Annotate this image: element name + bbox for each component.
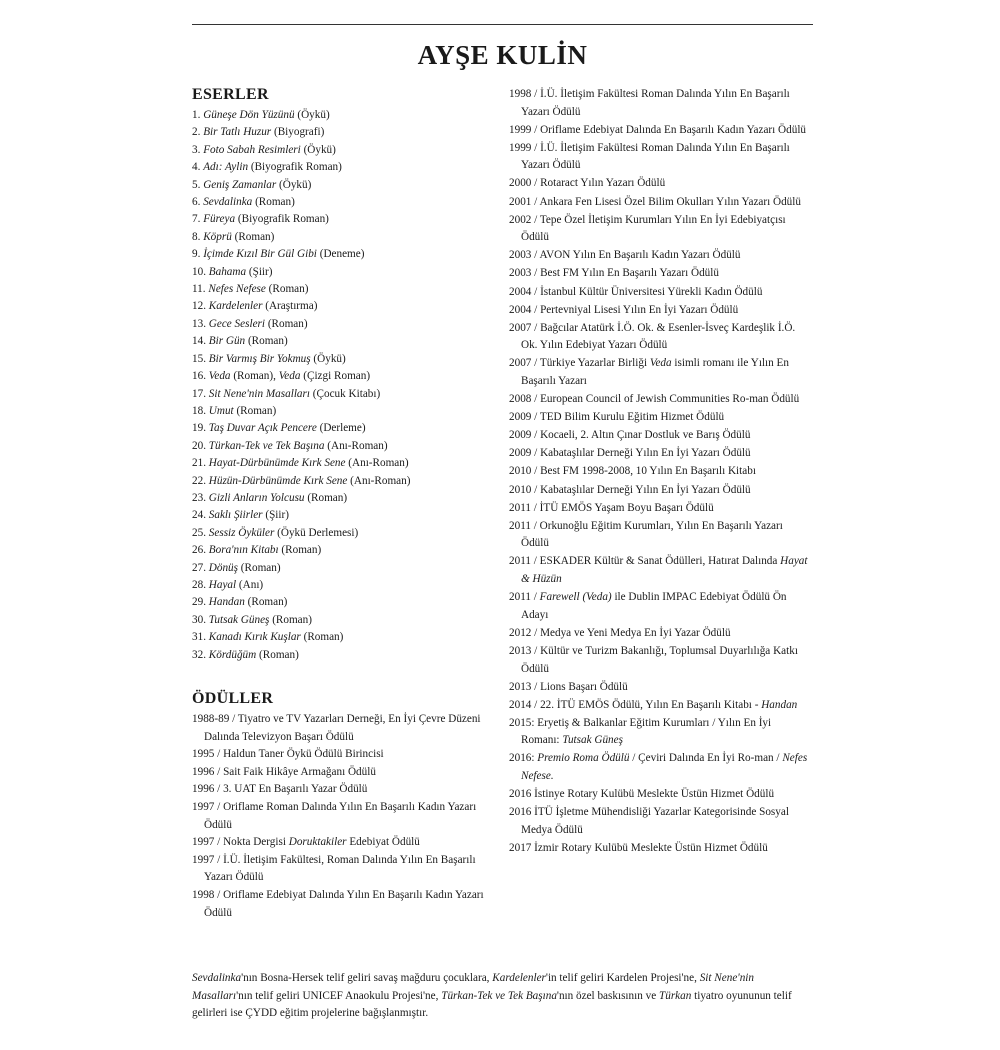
award-work-title: Tutsak Güneş (562, 734, 623, 747)
award-work-title: Veda (649, 357, 672, 370)
work-number: 26. (192, 544, 206, 557)
work-type: (Öykü) (303, 143, 336, 156)
work-item (192, 438, 497, 455)
work-title: Gizli Anların Yolcusu (208, 491, 305, 504)
award-text: 2011 / Orkunoğlu Eğitim Kurumları, Yılın En Başarılı Yazarı Ödülü (509, 519, 783, 550)
award-text: 2011 / İTÜ EMÖS Yaşam Boyu Başarı Ödülü (509, 501, 714, 514)
work-title: Güneşe Dön Yüzünü (203, 109, 295, 121)
award-item (509, 355, 809, 390)
work-number: 7. (192, 213, 201, 226)
work-title: Bir Gün (208, 335, 246, 348)
work-number: 25. (192, 526, 206, 539)
work-type: (Öykü) (279, 178, 312, 191)
work-title: Kanadı Kırık Kuşlar (208, 631, 301, 644)
award-item (509, 643, 809, 678)
work-type: (Öykü) (297, 109, 330, 121)
work-type: (Roman) (236, 404, 277, 417)
work-number: 31. (192, 631, 206, 644)
work-number: 19. (192, 422, 206, 435)
awards-list-left (192, 711, 497, 922)
left-column (192, 86, 497, 922)
footnote-text: 'in telif geliri Kardelen Projesi'ne, (545, 972, 700, 984)
award-item (509, 86, 809, 121)
work-type: (Roman) (303, 631, 344, 644)
award-item (192, 887, 497, 922)
work-item (192, 368, 497, 385)
award-text: / Çeviri Dalında En İyi Ro-man / (629, 752, 783, 765)
work-type: (Roman) (247, 596, 288, 609)
work-type: (Anı) (238, 578, 264, 591)
awards-list-right (509, 86, 809, 858)
award-text: 2011 / ESKADER Kültür & Sanat Ödülleri, Hatırat Dalında (509, 555, 781, 568)
award-item (509, 247, 809, 265)
work-type: (Derleme) (319, 422, 366, 435)
award-text: 2007 / Türkiye Yazarlar Birliği (509, 357, 650, 370)
work-number: 21. (192, 457, 206, 470)
work-item (192, 107, 497, 124)
award-text: 2008 / European Council of Jewish Communities Ro-man Ödülü (509, 393, 800, 406)
work-type: (Şiir) (248, 265, 273, 278)
award-item (509, 750, 809, 785)
award-item (192, 852, 497, 887)
award-item (509, 679, 809, 697)
work-type: (Roman), (233, 370, 276, 383)
award-text: 2009 / TED Bilim Kurulu Eğitim Hizmet Ödülü (509, 411, 725, 424)
work-title: Türkan-Tek ve Tek Başına (208, 439, 325, 452)
award-text: 2014 / 22. İTÜ EMÖS Ödülü, Yılın En Başarılı Kitabı - (509, 698, 762, 711)
award-text: 2003 / AVON Yılın En Başarılı Kadın Yazarı Ödülü (509, 249, 741, 262)
award-text: 2004 / İstanbul Kültür Üniversitesi Yürekli Kadın Ödülü (509, 285, 763, 298)
work-number: 14. (192, 335, 206, 348)
award-text: 2003 / Best FM Yılın En Başarılı Yazarı Ödülü (509, 267, 719, 280)
awards-heading: ÖDÜLLER (192, 690, 274, 707)
work-type: (Biyografik Roman) (237, 213, 329, 226)
work-type: (Roman) (240, 561, 281, 574)
award-work-title: Handan (761, 698, 798, 711)
award-item (509, 175, 809, 193)
award-item (192, 746, 497, 764)
award-item (509, 445, 809, 463)
work-title: Taş Duvar Açık Pencere (208, 422, 317, 435)
work-title: Bora'nın Kitabı (208, 544, 279, 557)
work-number: 2. (192, 126, 201, 139)
award-item (192, 799, 497, 834)
award-item (192, 781, 497, 799)
work-number: 8. (192, 230, 201, 243)
award-text: 1997 / İ.Ü. İletişim Fakültesi, Roman Dalında Yılın En Başarılı Yazarı Ödülü (192, 853, 476, 884)
award-item (509, 194, 809, 212)
award-text: 1998 / İ.Ü. İletişim Fakültesi Roman Dalında Yılın En Başarılı Yazarı Ödülü (509, 88, 790, 118)
work-type: (Roman) (255, 196, 295, 209)
work-item (192, 612, 497, 629)
work-number: 18. (192, 404, 206, 417)
award-text: Edebiyat Ödülü (346, 836, 420, 849)
work-title: Umut (208, 404, 234, 417)
footnote-title: Sevdalinka (192, 972, 242, 984)
work-item (192, 333, 497, 350)
work-item (192, 455, 497, 472)
work-title: Saklı Şiirler (208, 509, 263, 522)
award-text: 1996 / 3. UAT En Başarılı Yazar Ödülü (192, 783, 368, 796)
award-work-title: Farewell (Veda) (539, 591, 612, 604)
work-number: 24. (192, 509, 206, 522)
award-item (192, 764, 497, 782)
award-item (509, 589, 809, 624)
award-item (509, 409, 809, 427)
footnote-title: Kardelenler (492, 972, 546, 984)
work-title: Veda (208, 370, 231, 383)
award-text: 2000 / Rotaract Yılın Yazarı Ödülü (509, 177, 666, 190)
award-item (509, 840, 809, 858)
award-text: 2007 / Bağcılar Atatürk İ.Ö. Ok. & Esenler-İsveç Kardeşlik İ.Ö. Ok. Yılın Edebiyat Yazarı Ödülü (509, 321, 796, 352)
work-title: Kardelenler (208, 300, 263, 313)
work-title: Sessiz Öyküler (208, 526, 275, 539)
work-type: (Deneme) (319, 248, 365, 261)
work-item (192, 542, 497, 559)
work-type: (Roman) (268, 283, 309, 296)
work-item (192, 281, 497, 298)
work-item (192, 159, 497, 176)
work-title: Adı: Aylin (203, 161, 249, 174)
award-item (509, 697, 809, 715)
award-text: 2010 / Kabataşlılar Derneği Yılın En İyi Yazarı Ödülü (509, 483, 751, 496)
footnote-text: tiyatro oyununun telif gelirleri ise ÇYDD eğitim projelerine bağışlanmıştır. (192, 989, 792, 1020)
award-text: 2009 / Kocaeli, 2. Altın Çınar Dostluk ve Barış Ödülü (509, 429, 751, 442)
work-title: Geniş Zamanlar (203, 178, 277, 191)
award-item (509, 463, 809, 481)
work-item (192, 316, 497, 333)
award-text: 1999 / İ.Ü. İletişim Fakültesi Roman Dalında Yılın En Başarılı Yazarı Ödülü (509, 141, 790, 172)
work-type: (Biyografi) (273, 126, 325, 139)
award-text: 2013 / Kültür ve Turizm Bakanlığı, Toplumsal Duyarlılığa Katkı Ödülü (509, 644, 798, 675)
award-text: isimli romanı ile Yılın En Başarılı Yazarı (521, 357, 789, 387)
award-item (509, 320, 809, 355)
award-text: 2002 / Tepe Özel İletişim Kurumları Yılın En İyi Edebiyatçısı Ödülü (509, 213, 786, 244)
work-number: 16. (192, 370, 206, 383)
top-rule (192, 24, 813, 25)
work-item (192, 473, 497, 490)
award-item (509, 500, 809, 518)
work-number: 3. (192, 143, 201, 156)
work-type: (Roman) (281, 544, 322, 557)
work-item (192, 525, 497, 542)
award-item (509, 284, 809, 302)
work-title: Handan (208, 596, 245, 609)
work-title: İçimde Kızıl Bir Gül Gibi (203, 248, 317, 261)
footnote-title: Türkan (659, 989, 692, 1002)
page-title: AYŞE KULİN (417, 40, 588, 70)
footnote-text: 'nın telif geliri UNICEF Anaokulu Projesi'ne, (236, 989, 442, 1002)
work-number: 29. (192, 596, 206, 609)
award-text: 1995 / Haldun Taner Öykü Ödülü Birincisi (192, 748, 384, 761)
work-item (192, 177, 497, 194)
award-work-title: Premio Roma Ödülü (537, 752, 630, 765)
work-number: 6. (192, 196, 201, 209)
work-item (192, 577, 497, 594)
work-type: (Anı-Roman) (327, 439, 388, 452)
work-type: (Biyografik Roman) (250, 161, 342, 174)
footnote-text: 'nın Bosna-Hersek telif geliri savaş mağduru çocuklara, (241, 972, 493, 984)
award-item (509, 212, 809, 247)
work-type: (Anı-Roman) (348, 457, 409, 470)
award-text: 1997 / Nokta Dergisi (192, 836, 289, 849)
work-number: 15. (192, 352, 206, 365)
work-number: 28. (192, 578, 206, 591)
footnote-text: 'nın özel baskısının ve (556, 989, 659, 1002)
work-type: (Öykü) (313, 352, 346, 365)
work-item (192, 594, 497, 611)
footnote (192, 970, 814, 1023)
award-text: 2013 / Lions Başarı Ödülü (509, 680, 628, 693)
award-text: 2001 / Ankara Fen Lisesi Özel Bilim Okulları Yılın Yazarı Ödülü (509, 195, 801, 208)
work-title: Dönüş (208, 561, 238, 574)
award-item (509, 302, 809, 320)
work-item (192, 194, 497, 211)
work-title: Gece Sesleri (208, 317, 266, 330)
work-type: (Roman) (259, 648, 299, 661)
work-item (192, 560, 497, 577)
work-title: Bir Tatlı Huzur (203, 126, 272, 139)
award-text: 2016 İstinye Rotary Kulübü Meslekte Üstün Hizmet Ödülü (509, 788, 775, 801)
award-text: 2004 / Pertevniyal Lisesi Yılın En İyi Yazarı Ödülü (509, 303, 739, 316)
work-type: (Öykü Derlemesi) (277, 526, 359, 539)
work-type: (Roman) (307, 491, 348, 504)
award-item (509, 715, 809, 750)
award-text: 1988-89 / Tiyatro ve TV Yazarları Derneği, En İyi Çevre Düzeni Dalında Televizyon Başarı Ödülü (192, 713, 481, 743)
work-item (192, 386, 497, 403)
work-number: 17. (192, 387, 206, 400)
award-text: 1997 / Oriflame Roman Dalında Yılın En Başarılı Kadın Yazarı Ödülü (192, 800, 477, 831)
works-list (192, 107, 497, 664)
work-item (192, 229, 497, 246)
award-item (192, 834, 497, 852)
award-text: 2010 / Best FM 1998-2008, 10 Yılın En Başarılı Kitabı (509, 465, 756, 478)
award-work-title: Nefes Nefese. (521, 752, 808, 783)
work-title: Füreya (203, 213, 236, 226)
work-item (192, 403, 497, 420)
work-number: 9. (192, 248, 201, 261)
work-title: Nefes Nefese (208, 283, 266, 296)
award-text: 2017 İzmir Rotary Kulübü Meslekte Üstün Hizmet Ödülü (509, 841, 768, 854)
award-text: 2009 / Kabataşlılar Derneği Yılın En İyi Yazarı Ödülü (509, 447, 751, 460)
work-type: (Çizgi Roman) (303, 370, 371, 383)
work-title: Veda (278, 370, 301, 383)
award-work-title: Hayat & Hüzün (521, 555, 808, 586)
work-type: (Roman) (267, 317, 308, 330)
work-title: Hüzün-Dürbünümde Kırk Sene (208, 474, 348, 487)
work-item (192, 351, 497, 368)
work-title: Tutsak Güneş (208, 613, 270, 626)
work-number: 30. (192, 613, 206, 626)
award-item (192, 711, 497, 746)
work-title: Hayat-Dürbünümde Kırk Sene (208, 457, 346, 470)
work-title: Köprü (203, 230, 232, 243)
award-item (509, 427, 809, 445)
award-item (509, 625, 809, 643)
work-number: 5. (192, 178, 201, 191)
work-item (192, 246, 497, 263)
work-type: (Anı-Roman) (350, 474, 411, 487)
work-item (192, 490, 497, 507)
work-item (192, 142, 497, 159)
award-text: 2016 İTÜ İşletme Mühendisliği Yazarlar Kategorisinde Sosyal Medya Ödülü (509, 806, 789, 836)
work-number: 13. (192, 317, 206, 330)
work-title: Bir Varmış Bir Yokmuş (208, 352, 311, 365)
work-type: (Roman) (247, 335, 288, 348)
work-number: 12. (192, 300, 206, 313)
award-item (509, 391, 809, 409)
award-item (509, 122, 809, 140)
award-item (509, 140, 809, 175)
work-title: Hayal (208, 578, 237, 591)
award-text: 2012 / Medya ve Yeni Medya En İyi Yazar Ödülü (509, 626, 731, 639)
work-number: 22. (192, 474, 206, 487)
work-number: 32. (192, 648, 206, 661)
work-item (192, 507, 497, 524)
work-number: 10. (192, 265, 206, 278)
work-type: (Araştırma) (265, 300, 318, 313)
award-text: 2015: Eryetiş & Balkanlar Eğitim Kurumları / Yılın En İyi Romanı: (509, 716, 772, 747)
work-item (192, 298, 497, 315)
work-type: (Şiir) (265, 509, 289, 522)
award-text: 1998 / Oriflame Edebiyat Dalında Yılın En Başarılı Kadın Yazarı Ödülü (192, 888, 484, 919)
award-item (509, 553, 809, 588)
work-number: 20. (192, 439, 206, 452)
work-number: 4. (192, 161, 201, 174)
work-item (192, 647, 497, 664)
work-item (192, 264, 497, 281)
award-text: ile Dublin IMPAC Edebiyat Ödülü Ön Adayı (521, 591, 787, 621)
award-item (509, 786, 809, 804)
work-number: 1. (192, 109, 201, 121)
work-type: (Roman) (234, 230, 275, 243)
work-type: (Roman) (272, 613, 312, 626)
work-type: (Çocuk Kitabı) (312, 387, 381, 400)
award-item (509, 265, 809, 283)
work-item (192, 629, 497, 646)
work-item (192, 124, 497, 141)
work-title: Bahama (208, 265, 247, 278)
footnote-title: Türkan-Tek ve Tek Başına (441, 989, 557, 1002)
work-item (192, 211, 497, 228)
awards-section (192, 690, 497, 922)
work-title: Kördüğüm (208, 648, 257, 661)
award-text: 1996 / Sait Faik Hikâye Armağanı Ödülü (192, 765, 376, 778)
work-number: 11. (192, 283, 206, 296)
award-work-title: Doruktakiler (288, 836, 347, 849)
award-text: 2011 / (509, 591, 540, 604)
works-heading: ESERLER (192, 86, 269, 103)
work-number: 23. (192, 491, 206, 504)
award-item (509, 482, 809, 500)
award-text: 1999 / Oriflame Edebiyat Dalında En Başarılı Kadın Yazarı Ödülü (509, 123, 807, 136)
work-number: 27. (192, 561, 206, 574)
footnote-title: Sit Nene'nin Masalları (192, 972, 754, 1002)
award-text: 2016: (509, 752, 538, 765)
award-item (509, 804, 809, 839)
work-title: Foto Sabah Resimleri (203, 143, 301, 156)
work-title: Sit Nene'nin Masalları (208, 387, 310, 400)
work-item (192, 420, 497, 437)
award-item (509, 518, 809, 553)
work-title: Sevdalinka (203, 196, 253, 209)
